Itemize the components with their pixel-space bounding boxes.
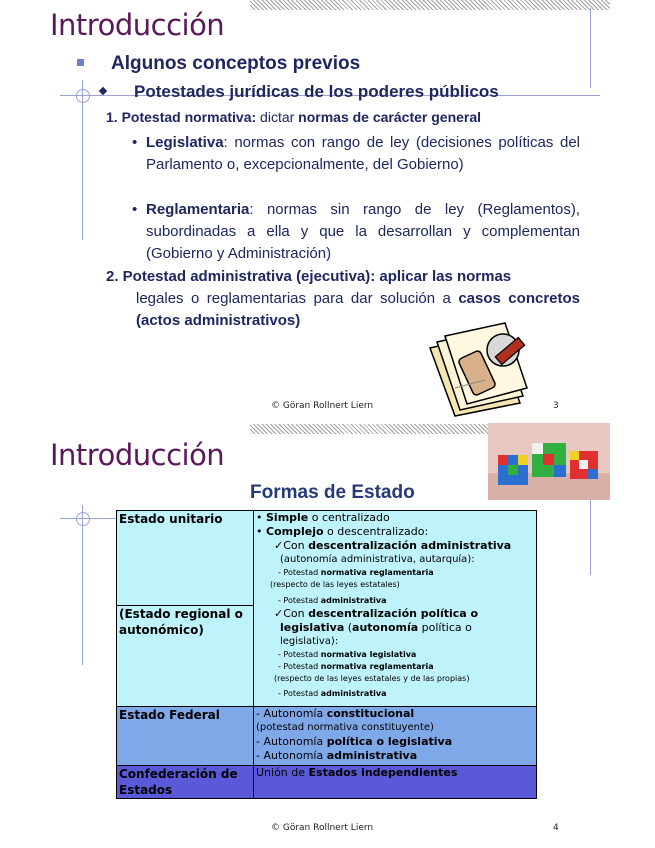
slide-footer: © Göran Rollnert Liern bbox=[271, 401, 374, 411]
complejo-text: o descentralizado: bbox=[323, 525, 429, 538]
row-content-unitario-regional bbox=[254, 511, 537, 707]
regional-pot-1-pre: - Potestad bbox=[278, 650, 321, 659]
regional-bold-3: autonomía bbox=[352, 621, 419, 634]
decorative-hatch-bar bbox=[250, 424, 500, 434]
complejo-bold: Complejo bbox=[266, 525, 324, 538]
checkmark-icon: ✓Con bbox=[274, 607, 309, 620]
federal-pre-1: - Autonomía bbox=[256, 707, 327, 720]
slide-3 bbox=[0, 0, 655, 420]
paper-stamp-illustration-icon bbox=[425, 318, 535, 418]
regional-line-3: legislativa): bbox=[280, 636, 339, 647]
pot-adm-pre: - Potestad bbox=[278, 596, 321, 605]
pot-norm-line bbox=[256, 567, 534, 579]
slide-4 bbox=[0, 420, 655, 848]
row-label-estado-federal: Estado Federal bbox=[117, 707, 254, 766]
checkmark-icon: ✓Con bbox=[274, 539, 309, 552]
regional-bold-2: legislativa bbox=[280, 621, 345, 634]
row-label-estado-regional: (Estado regional o autonómico) bbox=[117, 606, 254, 707]
decorative-vertical-line bbox=[82, 80, 83, 240]
regional-pot-1-bold: normativa legislativa bbox=[320, 650, 417, 659]
pot-norm-pre: - Potestad bbox=[278, 568, 321, 577]
formas-de-estado-table bbox=[116, 510, 537, 799]
regional-pot-2-bold: normativa reglamentaria bbox=[320, 662, 434, 671]
desc-admin-line bbox=[256, 539, 534, 553]
regional-note: (respecto de las leyes estatales y de las propias) bbox=[274, 674, 470, 683]
reglamentaria-text: : normas sin rango de ley (Reglamentos), subordinadas a ella y que la desarrollan y complementan (Gobierno y Administración) bbox=[146, 201, 580, 262]
simple-bold: Simple bbox=[266, 511, 309, 524]
slide-footer: © Göran Rollnert Liern bbox=[271, 823, 374, 833]
confederacion-bold: Estados independientes bbox=[308, 766, 458, 779]
regional-text-3: política o bbox=[418, 621, 472, 634]
decorative-horizontal-line bbox=[60, 518, 120, 519]
table-row bbox=[117, 511, 537, 606]
page-number: 4 bbox=[553, 823, 559, 833]
simple-text: o centralizado bbox=[308, 511, 390, 524]
table-row bbox=[117, 766, 537, 799]
slide-title: Introducción bbox=[50, 438, 225, 472]
table-row bbox=[117, 707, 537, 766]
decorative-hatch-bar bbox=[250, 0, 610, 10]
decorative-circle bbox=[76, 89, 90, 103]
decorative-circle bbox=[76, 512, 90, 526]
desc-admin-bold: descentralización administrativa bbox=[308, 539, 512, 552]
row-content-federal bbox=[254, 707, 537, 766]
legislativa-paragraph bbox=[146, 132, 580, 176]
pot-adm-bold: administrativa bbox=[320, 596, 387, 605]
complejo-line: • Complejo o descentralizado: bbox=[256, 525, 429, 538]
row-content-confederacion bbox=[254, 766, 537, 799]
federal-line-2 bbox=[256, 735, 534, 749]
reglamentaria-paragraph bbox=[146, 199, 580, 265]
desc-admin-sub: (autonomía administrativa, autarquía): bbox=[280, 554, 475, 565]
section-subheading: Potestades jurídicas de los poderes públicos bbox=[134, 82, 499, 101]
regional-bold-1: descentralización política o bbox=[308, 607, 479, 620]
item2-text: legales o reglamentarias para dar solución a bbox=[136, 290, 459, 307]
item1-mid: dictar bbox=[260, 109, 299, 125]
federal-pre-3: - Autonomía bbox=[256, 749, 327, 762]
table-title: Formas de Estado bbox=[250, 482, 415, 503]
diamond-bullet-icon bbox=[99, 87, 107, 95]
decorative-vertical-line bbox=[590, 8, 591, 88]
row-label-confederacion: Confederación de Estados bbox=[117, 766, 254, 799]
federal-line-1-sub: (potestad normativa constituyente) bbox=[256, 722, 434, 733]
pot-adm-line bbox=[256, 595, 534, 607]
legislativa-text: : normas con rango de ley (decisiones políticas del Parlamento o, excepcionalmente, del Gobierno) bbox=[146, 134, 580, 173]
item-potestad-administrativa-heading: 2. Potestad administrativa (ejecutiva): aplicar las normas bbox=[106, 268, 512, 285]
row-label-estado-unitario: Estado unitario bbox=[117, 511, 254, 606]
item1-prefix: 1. Potestad normativa: bbox=[106, 109, 261, 125]
slide-title: Introducción bbox=[50, 8, 225, 42]
item1-bold: normas de carácter general bbox=[298, 109, 482, 125]
simple-line: • Simple o centralizado bbox=[256, 511, 390, 524]
square-bullet-icon bbox=[77, 59, 84, 66]
confederacion-line bbox=[256, 766, 534, 780]
pot-norm-note: (respecto de las leyes estatales) bbox=[270, 580, 400, 589]
regional-pot-2 bbox=[256, 661, 534, 673]
item-potestad-normativa bbox=[106, 106, 586, 128]
regional-pot-3 bbox=[256, 688, 534, 700]
federal-bold-3: administrativa bbox=[326, 749, 418, 762]
bullet-dot: • bbox=[132, 134, 138, 151]
reglamentaria-label: Reglamentaria bbox=[146, 201, 250, 218]
federal-bold-1: constitucional bbox=[326, 707, 415, 720]
federal-line-1 bbox=[256, 707, 534, 721]
regional-text-2: ( bbox=[344, 621, 353, 634]
item2-end: casos concretos (actos administrativos) bbox=[136, 290, 580, 329]
decorative-vertical-line bbox=[82, 505, 83, 665]
regional-line-1 bbox=[256, 607, 534, 621]
section-heading: Algunos conceptos previos bbox=[111, 53, 361, 74]
federal-bold-2: política o legislativa bbox=[326, 735, 453, 748]
regional-line-2 bbox=[256, 621, 534, 635]
bullet-dot: • bbox=[132, 201, 138, 218]
legislativa-label: Legislativa bbox=[146, 134, 224, 151]
rubiks-cubes-image-icon bbox=[488, 423, 610, 500]
regional-pot-2-pre: - Potestad bbox=[278, 662, 321, 671]
pot-norm-bold: normativa reglamentaria bbox=[320, 568, 434, 577]
page-number: 3 bbox=[553, 401, 559, 411]
regional-pot-1 bbox=[256, 649, 534, 661]
regional-pot-3-bold: administrativa bbox=[320, 689, 387, 698]
federal-line-3 bbox=[256, 749, 534, 763]
regional-pot-3-pre: - Potestad bbox=[278, 689, 321, 698]
decorative-vertical-line bbox=[590, 495, 591, 575]
federal-pre-2: - Autonomía bbox=[256, 735, 327, 748]
confederacion-pre: Unión de bbox=[256, 766, 309, 779]
